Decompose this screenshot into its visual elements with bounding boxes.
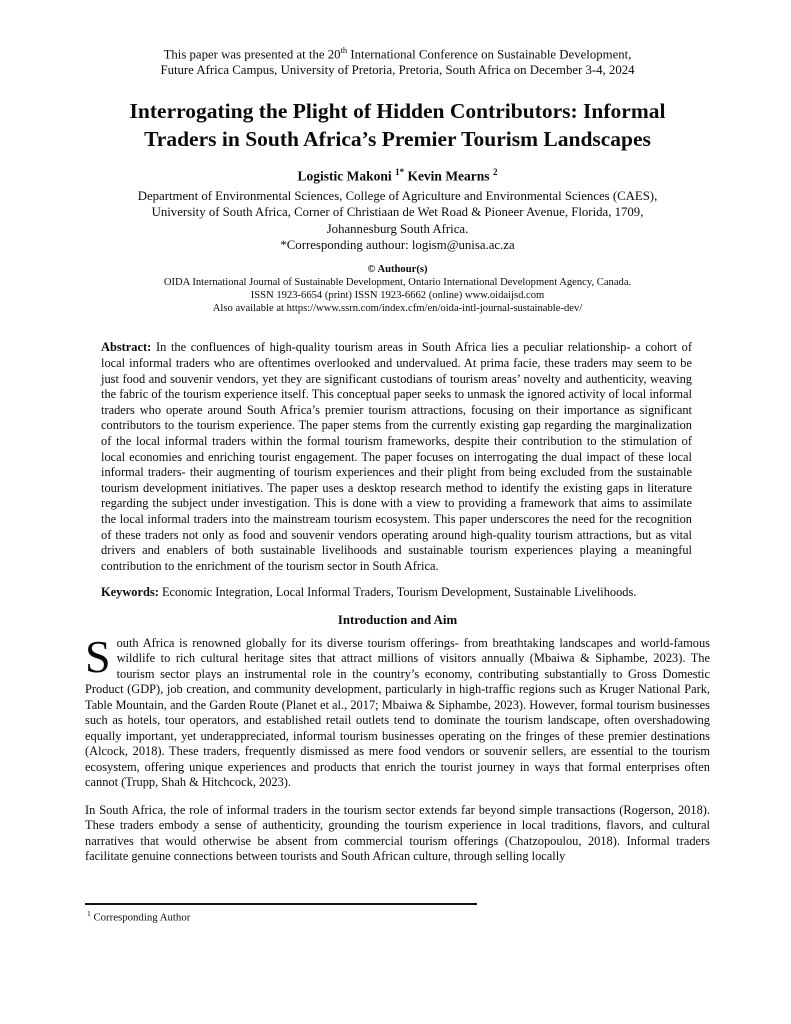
affiliation-line3: Johannesburg South Africa. bbox=[326, 221, 469, 236]
footnote-label: Corresponding Author bbox=[93, 911, 191, 924]
intro-paragraph-2-text: In South Africa, the role of informal traders in the tourism sector extends far beyond simple transactions (Rogerson, 2018). These traders embody a sense of authenticity, grounding the tourism experience in local traditions, flavors, and cultural narratives that would otherwise be absent from commercial tourism offerings (Chatzopoulou, 2018). Informal traders facilitate genuine connections between tourists and South African culture, through selling locally bbox=[85, 802, 710, 864]
intro-paragraph-2 bbox=[85, 803, 710, 865]
conference-note-line1-prefix: This paper was presented at the 20 bbox=[163, 47, 341, 62]
journal-line: OIDA International Journal of Sustainable Development, Ontario International Development Agency, Canada. bbox=[163, 277, 632, 289]
intro-paragraph-1 bbox=[85, 630, 710, 791]
paper-title bbox=[85, 97, 710, 153]
affiliation-line2: University of South Africa, Corner of Christiaan de Wet Road & Pioneer Avenue, Florida, 1709, bbox=[151, 205, 644, 220]
footnote-divider bbox=[85, 903, 477, 905]
intro-paragraph-1-text: outh Africa is renowned globally for its diverse tourism offerings- from breathtaking landscapes and world-famous wildlife to rich cultural heritage sites that attract millions of visitors annually (Mbaiwa & Siphambe, 2023). The tourism sector plays an instrumental role in the country’s economy, contributing substantially to Gross Domestic Product (GDP), job creation, and community development, particularly in high-traffic regions such as Kruger National Park, Table Mountain, and the Garden Route (Planet et al., 2017; Mbaiwa & Siphambe, 2023). However, formal tourism businesses such as hotels, tour operators, and established retail outlets tend to dominate the tourism landscape, often overshadowing equally important, yet underappreciated, informal tourism businesses operating on the fringes of these premier destinations (Alcock, 2018). These traders, frequently dismissed as mere food vendors or souvenir sellers, are essential to the tourism ecosystem, offering unique experiences and products that enrich the tourist journey in ways that formal enterprises often cannot (Trupp, Shah & Hitchcock, 2023). bbox=[85, 635, 710, 790]
abstract-paragraph bbox=[101, 340, 692, 574]
keywords-paragraph bbox=[101, 585, 692, 601]
conference-note bbox=[85, 42, 710, 78]
copyright-line: © Authour(s) bbox=[367, 264, 428, 276]
availability-line: Also available at https://www.ssrn.com/index.cfm/en/oida-intl-journal-sustainable-dev/ bbox=[212, 303, 583, 315]
section-heading-introduction: Introduction and Aim bbox=[337, 612, 458, 627]
abstract-text: In the confluences of high-quality tourism areas in South Africa lies a peculiar relationship- a cohort of local informal traders who are oftentimes overlooked and undervalued. At prima facie, these traders may seem to be just food and souvenir vendors, yet they are significant custodians of tourism areas’ novelty and authenticity, weaving the fabric of the tourism experience itself. This conceptual paper seeks to unmask the ignored activity of local informal traders who operate around South Africa’s premier tourism attractions, focusing on their importance as significant contributors to the tourism experience. The paper stems from the currently existing gap regarding the marginalization of the local informal traders within the formal tourism frameworks, despite their contribution to the stimulation of local economies and enriching tourist engagement. The paper focuses on interrogating the dual impact of these local informal traders- their augmenting of tourism experiences and their plight from being excluded from the sustainable tourism development initiatives. The paper uses a desktop research method to identify the existing gaps in literature regarding the subject under investigation. This is done with a view to providing a framework that aims to assimilate the local informal traders into the mainstream tourism ecosystem. This paper underscores the need for the recognition of these traders not only as food and souvenir vendors operating around high-quality tourism attractions, but as vital drivers and enablers of both sustainable livelihoods and sustainable tourism experiences playing a meaningful contribution to the enrichment of the tourism sector in South Africa. bbox=[101, 340, 692, 573]
corresponding-author-line: *Corresponding authour: logism@unisa.ac.za bbox=[280, 237, 515, 252]
paper-title-line1: Interrogating the Plight of Hidden Contributors: Informal bbox=[129, 99, 666, 124]
issn-line: ISSN 1923-6654 (print) ISSN 1923-6662 (online) www.oidaijsd.com bbox=[250, 290, 545, 302]
affiliation-line1: Department of Environmental Sciences, College of Agriculture and Environmental Sciences (CAES), bbox=[137, 188, 658, 203]
paper-title-line2: Traders in South Africa’s Premier Tourism Landscapes bbox=[144, 127, 651, 152]
author1-name: Logistic Makoni bbox=[297, 168, 392, 184]
conference-note-line1-suffix: International Conference on Sustainable Development, bbox=[347, 47, 632, 62]
publication-block bbox=[85, 263, 710, 315]
author1-superscript: 1* bbox=[395, 167, 405, 178]
author2-name: Kevin Mearns bbox=[407, 168, 490, 184]
keywords-label: Keywords: bbox=[101, 585, 159, 600]
dropcap-letter: S bbox=[85, 630, 111, 682]
conference-note-line2: Future Africa Campus, University of Pretoria, Pretoria, South Africa on December 3-4, 2024 bbox=[160, 63, 635, 78]
authors-line bbox=[85, 167, 710, 185]
footnote-area bbox=[85, 903, 485, 924]
conference-ordinal-superscript: th bbox=[340, 45, 348, 55]
footnote-superscript: 1 bbox=[87, 909, 91, 918]
footnote-text bbox=[87, 909, 485, 924]
keywords-text: Economic Integration, Local Informal Traders, Tourism Development, Sustainable Livelihoods. bbox=[161, 585, 637, 600]
abstract-label: Abstract: bbox=[101, 340, 152, 355]
conference-note-line1 bbox=[85, 42, 710, 62]
author2-superscript: 2 bbox=[492, 167, 498, 178]
affiliation-block bbox=[85, 188, 710, 254]
